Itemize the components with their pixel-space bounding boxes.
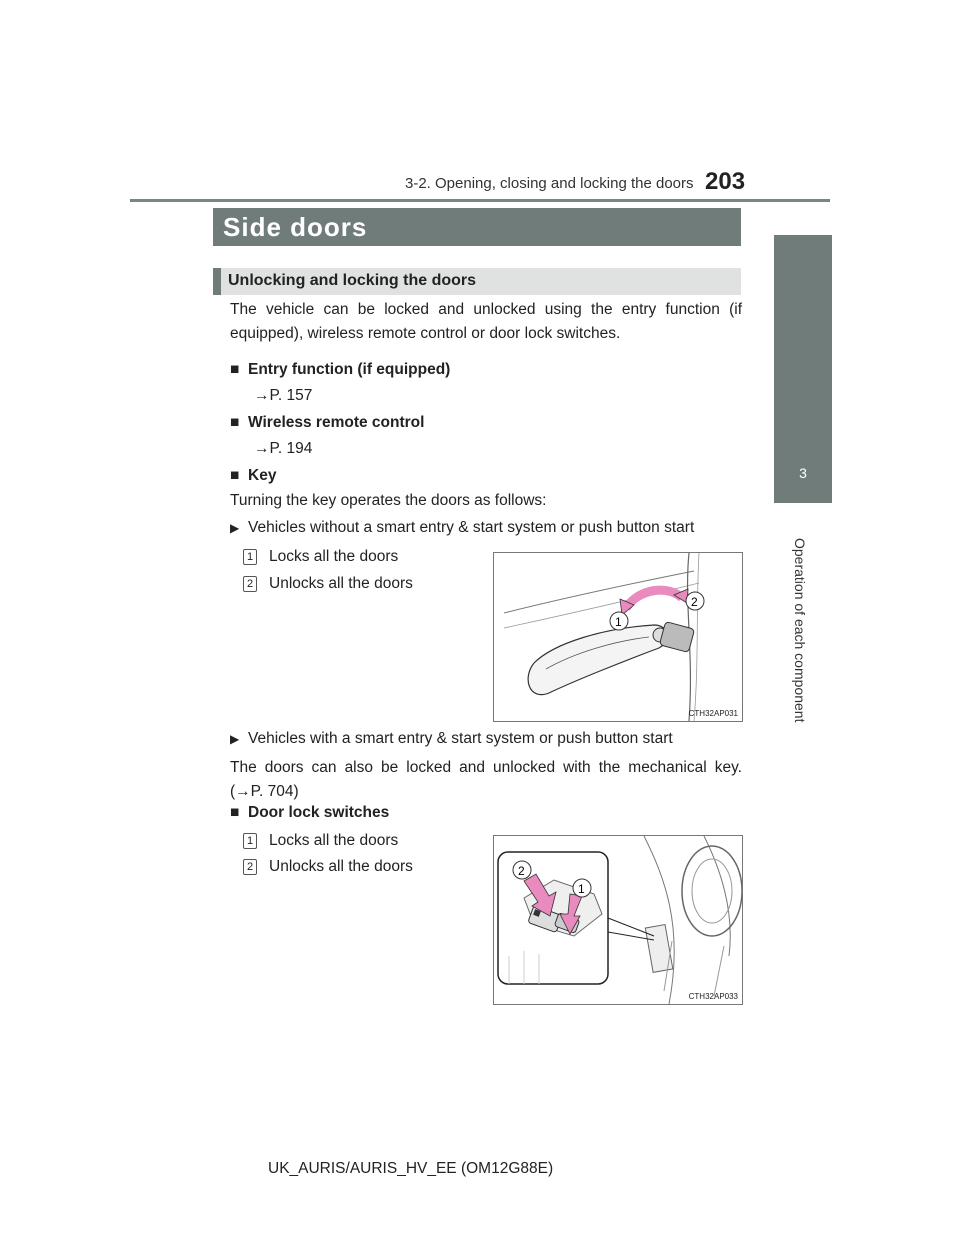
arrow-right-icon: → xyxy=(254,387,270,404)
header-divider xyxy=(130,199,830,202)
square-bullet-icon: ■ xyxy=(230,414,240,431)
key-item-1: 1 Locks all the doors xyxy=(243,548,398,566)
chapter-tab xyxy=(774,235,832,503)
figure-code: CTH32AP031 xyxy=(688,709,738,718)
wireless-heading: ■ Wireless remote control xyxy=(230,414,425,431)
triangle-bullet-icon: ▶ xyxy=(230,732,240,746)
key-heading: ■ Key xyxy=(230,467,277,484)
page-title: Side doors xyxy=(223,212,368,242)
key-figure xyxy=(493,552,743,722)
section-title: 3-2. Opening, closing and locking the doors xyxy=(405,175,694,192)
square-bullet-icon: ■ xyxy=(230,361,240,378)
switch-item-1: 1 Locks all the doors xyxy=(243,832,398,850)
door-key-illustration xyxy=(494,553,742,721)
square-bullet-icon: ■ xyxy=(230,467,240,484)
wireless-ref[interactable]: →P. 194 xyxy=(254,440,313,457)
entry-heading: ■ Entry function (if equipped) xyxy=(230,361,451,378)
intro-line-1: The vehicle can be locked and unlocked using the entry function (if xyxy=(230,301,742,318)
subheading: Unlocking and locking the doors xyxy=(228,272,477,289)
subheading-accent xyxy=(213,268,221,295)
key-item-2: 2 Unlocks all the doors xyxy=(243,575,413,593)
svg-text:1: 1 xyxy=(578,882,585,896)
arrow-right-icon: → xyxy=(254,440,270,457)
chapter-number: 3 xyxy=(799,465,807,481)
key-variant-2: ▶ Vehicles with a smart entry & start system or push button start xyxy=(230,730,673,747)
triangle-bullet-icon: ▶ xyxy=(230,521,240,535)
switch-figure xyxy=(493,835,743,1005)
number-badge: 1 xyxy=(243,549,257,565)
document-footer: UK_AURIS/AURIS_HV_EE (OM12G88E) xyxy=(268,1160,554,1177)
key-variant-1: ▶ Vehicles without a smart entry & start system or push button start xyxy=(230,519,695,536)
switch-item-2: 2 Unlocks all the doors xyxy=(243,858,413,876)
svg-text:2: 2 xyxy=(691,595,698,609)
figure-code: CTH32AP033 xyxy=(688,992,738,1001)
mechanical-key-note xyxy=(230,756,742,804)
square-bullet-icon: ■ xyxy=(230,804,240,821)
mech-line-2[interactable]: (→P. 704) xyxy=(230,783,299,800)
switches-heading: ■ Door lock switches xyxy=(230,804,390,821)
svg-text:2: 2 xyxy=(518,864,525,878)
door-switch-illustration xyxy=(494,836,742,1004)
intro-line-2: equipped), wireless remote control or door lock switches. xyxy=(230,325,621,342)
page-number: 203 xyxy=(705,168,746,195)
chapter-label: Operation of each component xyxy=(792,538,808,723)
svg-text:1: 1 xyxy=(615,615,622,629)
mech-line-1: The doors can also be locked and unlocked with the mechanical key. xyxy=(230,759,742,776)
key-description: Turning the key operates the doors as follows: xyxy=(230,492,547,509)
number-badge: 1 xyxy=(243,833,257,849)
entry-ref[interactable]: →P. 157 xyxy=(254,387,313,404)
intro-paragraph xyxy=(230,298,742,346)
number-badge: 2 xyxy=(243,576,257,592)
number-badge: 2 xyxy=(243,859,257,875)
